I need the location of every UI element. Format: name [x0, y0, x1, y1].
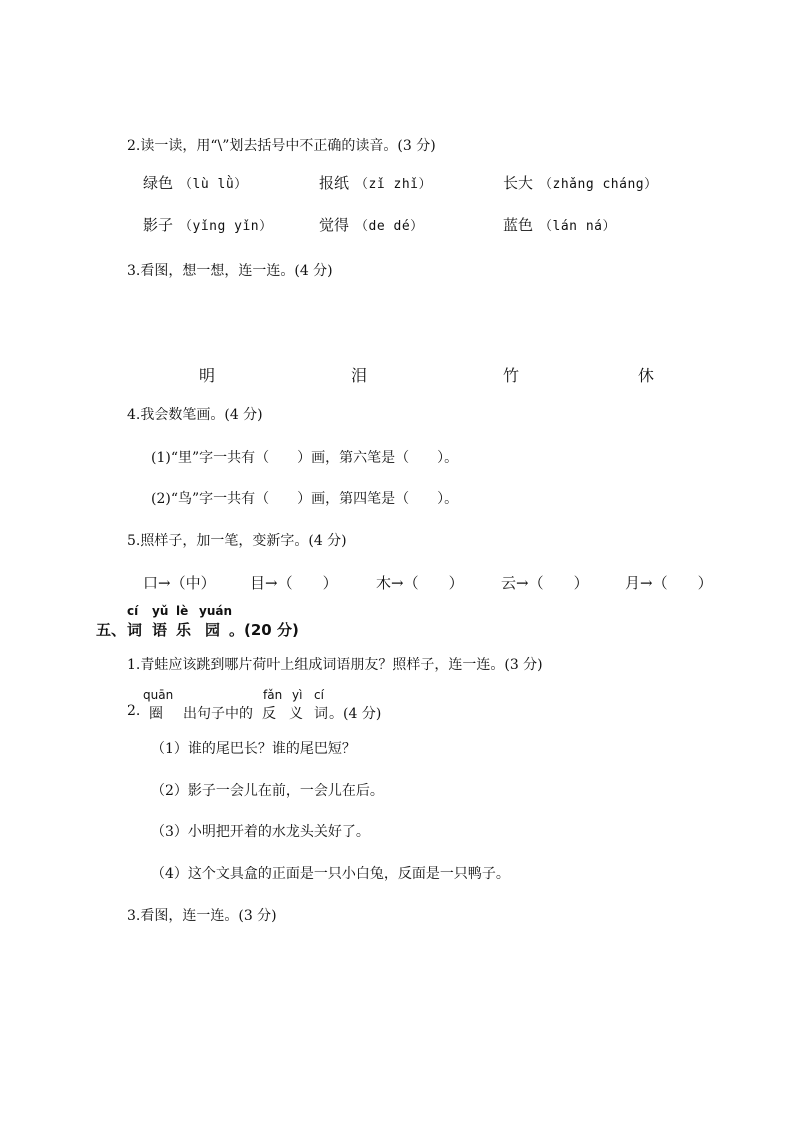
q2-word: 绿色 — [143, 174, 174, 192]
q3-char: 休 — [638, 366, 655, 385]
section5-suffix: 。(20 分) — [229, 621, 299, 639]
section5-ruby: yuán — [199, 604, 233, 618]
section5-char: 园 — [205, 621, 221, 639]
s5q2-ruby: cí — [314, 688, 324, 702]
s5q2-char: 义 — [289, 706, 303, 722]
s5q2-line: （1）谁的尾巴长？谁的尾巴短？ — [151, 741, 356, 757]
q4-line: (1)“里”字一共有（ ）画，第六笔是（ ）。 — [151, 450, 459, 466]
q2-title: 2.读一读，用“\”划去括号中不正确的读音。(3 分) — [127, 138, 436, 154]
section5-char: 乐 — [176, 621, 192, 639]
section5-prefix: 五、 — [96, 621, 127, 639]
q5-item: 月→（ ） — [625, 574, 713, 592]
q2-item — [503, 172, 658, 193]
s5q2-ruby: quān — [143, 688, 174, 702]
q2-word: 影子 — [143, 216, 174, 234]
q2-word: 长大 — [503, 174, 534, 192]
s5q2-line: （4）这个文具盒的正面是一只小白兔，反面是一只鸭子。 — [151, 866, 510, 882]
q5-item: 木→（ ） — [376, 574, 464, 592]
q2-pinyin: （yǐng yǐn） — [179, 219, 273, 234]
s5q2-suffix: 。(4 分) — [329, 706, 382, 722]
section5-char: 语 — [152, 621, 168, 639]
q5-title: 5.照样子，加一笔，变新字。(4 分) — [127, 533, 347, 549]
q3-char: 明 — [199, 366, 216, 385]
s5q2-line: （2）影子一会儿在前，一会儿在后。 — [151, 783, 384, 799]
s5q1-title: 1.青蛙应该跳到哪片荷叶上组成词语朋友？照样子，连一连。(3 分) — [127, 657, 543, 673]
q2-word: 报纸 — [319, 174, 350, 192]
section5-ruby: lè — [176, 604, 189, 618]
q2-pinyin: （de dé） — [355, 219, 424, 234]
q2-item — [319, 172, 432, 193]
section5-ruby: yǔ — [152, 604, 169, 618]
section5-ruby: cí — [127, 604, 139, 618]
q2-word: 蓝色 — [503, 216, 534, 234]
q2-pinyin: （zhǎng cháng） — [539, 177, 658, 192]
q4-line: (2)“鸟”字一共有（ ）画，第四笔是（ ）。 — [151, 491, 459, 507]
q2-item — [319, 214, 424, 235]
q5-item: 口→（中） — [143, 574, 216, 592]
q3-char: 竹 — [503, 366, 520, 385]
s5q2-number: 2. — [127, 703, 141, 719]
q2-item — [143, 172, 248, 193]
q5-item: 云→（ ） — [501, 574, 589, 592]
s5q2-char: 词 — [314, 706, 328, 722]
q2-item — [143, 214, 273, 235]
s5q2-ruby: fǎn — [263, 688, 283, 702]
q3-char: 泪 — [351, 366, 368, 385]
s5q2-middle: 出句子中的 — [183, 706, 253, 722]
s5q2-ruby: yì — [292, 688, 303, 702]
q2-pinyin: （lán ná） — [539, 219, 616, 234]
q2-pinyin: （lù lǜ） — [179, 177, 248, 192]
q3-title: 3.看图，想一想，连一连。(4 分) — [127, 263, 333, 279]
s5q2-char: 圈 — [149, 706, 163, 722]
q2-item — [503, 214, 616, 235]
q2-word: 觉得 — [319, 216, 350, 234]
q4-title: 4.我会数笔画。(4 分) — [127, 407, 263, 423]
q5-item: 目→（ ） — [250, 574, 338, 592]
s5q2-char: 反 — [262, 706, 276, 722]
s5q3-title: 3.看图，连一连。(3 分) — [127, 908, 277, 924]
q2-pinyin: （zǐ zhǐ） — [355, 177, 432, 192]
s5q2-line: （3）小明把开着的水龙头关好了。 — [151, 824, 370, 840]
section5-char: 词 — [127, 621, 143, 639]
